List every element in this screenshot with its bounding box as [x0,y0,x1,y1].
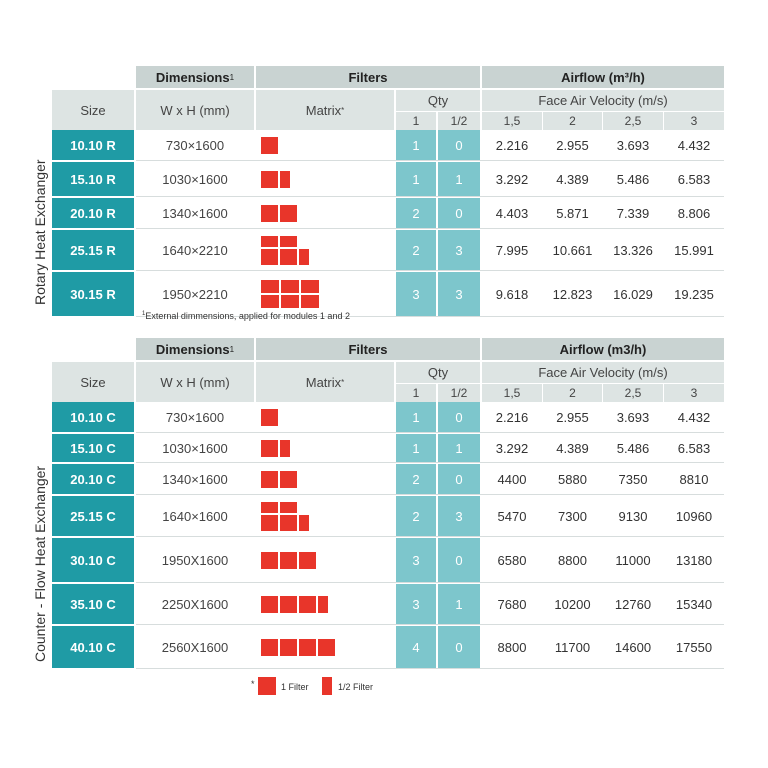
qty-half-cell: 0 [438,198,480,228]
filter-tile [318,639,335,656]
row-divider [136,228,724,229]
airflow-cell: 12.823 [543,272,602,316]
footnote-text: External dimmensions, applied for modules 1 and 2 [145,311,350,321]
airflow-cell: 17550 [664,626,724,668]
filter-tile [280,502,297,513]
airflow-cell: 10.661 [543,230,602,270]
filter-tile [280,236,297,247]
airflow-cell: 8800 [543,538,602,582]
filter-tile [261,137,278,154]
dimensions-header [136,338,254,360]
filter-tile [281,280,299,293]
dimension-cell: 1030×1600 [136,162,254,196]
airflow-cell: 2.955 [543,402,602,432]
velocity-header-1: 2 [543,112,602,130]
qty-1-cell: 3 [396,538,436,582]
dimensions-label: Dimensions [155,69,230,85]
legend-full-label: 1 Filter [281,682,309,692]
filter-tile [280,639,297,656]
dimensions-sup: 1 [229,344,235,354]
velocity-header-3: 3 [664,112,724,130]
dimensions-label: Dimensions [155,341,230,357]
qty-1-cell: 3 [396,584,436,624]
qty-half-cell: 1 [438,434,480,462]
airflow-cell: 4.389 [543,434,602,462]
dimension-cell: 2250X1600 [136,584,254,624]
airflow-cell: 12760 [603,584,663,624]
row-divider [136,624,724,625]
velocity-header-0: 1,5 [482,112,542,130]
qty-half-cell: 0 [438,130,480,160]
qty-half-cell: 3 [438,496,480,536]
qty-1-cell: 1 [396,434,436,462]
filters-header [256,338,480,360]
airflow-cell: 2.955 [543,130,602,160]
size-cell: 20.10 R [52,198,134,228]
dimensions-header [136,66,254,88]
filter-tile [301,295,319,308]
filter-tile [280,471,297,488]
airflow-cell: 16.029 [603,272,663,316]
size-cell: 25.15 R [52,230,134,270]
size-cell: 30.15 R [52,272,134,316]
matrix-sup: * [341,105,345,115]
legend-half-label: 1/2 Filter [338,682,374,692]
filters-label: Filters [348,341,388,357]
airflow-cell: 3.292 [482,434,542,462]
filter-tile [261,639,278,656]
size-cell: 15.10 R [52,162,134,196]
matrix-header [256,90,394,130]
legend-asterisk: * [251,679,255,689]
filter-tile [261,515,278,531]
size-cell: 40.10 C [52,626,134,668]
qty-1-cell: 2 [396,496,436,536]
filter-tile [261,552,278,569]
airflow-label: Airflow (m³/h) [561,69,645,85]
size-cell: 35.10 C [52,584,134,624]
filter-tile [280,205,297,222]
airflow-cell: 7680 [482,584,542,624]
qty-half-cell: 0 [438,402,480,432]
filter-tile [299,552,316,569]
qty-1-cell: 1 [396,162,436,196]
dimension-cell: 1030×1600 [136,434,254,462]
matrix-label: Matrix [305,102,342,118]
dimension-cell: 1950X1600 [136,538,254,582]
wxh-header: W x H (mm) [136,90,254,130]
qty-header: Qty [396,90,480,111]
dimension-cell: 1640×2210 [136,230,254,270]
matrix-sup: * [341,377,345,387]
filter-tile [261,596,278,613]
filter-half-tile [318,596,328,613]
airflow-cell: 10960 [664,496,724,536]
legend-full-swatch [258,677,276,695]
qty-half-cell: 0 [438,464,480,494]
size-cell: 30.10 C [52,538,134,582]
velocity-header-2: 2,5 [603,384,663,402]
dimensions-sup: 1 [229,72,235,82]
size-cell: 15.10 C [52,434,134,462]
velocity-header-1: 2 [543,384,602,402]
dimension-cell: 1340×1600 [136,464,254,494]
qty-1-cell: 4 [396,626,436,668]
dimension-cell: 730×1600 [136,130,254,160]
size-header: Size [52,362,134,402]
filter-half-tile [280,171,290,188]
filter-tile [261,502,278,513]
counter-side-label: Counter - Flow Heat Exchanger [32,465,48,662]
airflow-cell: 11700 [543,626,602,668]
row-divider [136,582,724,583]
filter-tile [261,171,278,188]
qty-half-cell: 3 [438,272,480,316]
footnote-sup: 1 [142,311,146,317]
filter-tile [261,249,278,265]
row-divider [136,270,724,271]
qty-1-cell: 1 [396,402,436,432]
row-divider [136,196,724,197]
qty-1-cell: 1 [396,130,436,160]
airflow-cell: 4400 [482,464,542,494]
airflow-cell: 10200 [543,584,602,624]
airflow-cell: 11000 [603,538,663,582]
filters-label: Filters [348,69,388,85]
airflow-cell: 6.583 [664,434,724,462]
row-divider [136,432,724,433]
airflow-cell: 5470 [482,496,542,536]
airflow-cell: 13.326 [603,230,663,270]
airflow-cell: 9.618 [482,272,542,316]
filter-tile [261,471,278,488]
wxh-header: W x H (mm) [136,362,254,402]
qty-half-cell: 1 [438,584,480,624]
qty-half-cell: 1 [438,162,480,196]
airflow-cell: 5.871 [543,198,602,228]
airflow-cell: 8.806 [664,198,724,228]
rotary-side-label: Rotary Heat Exchanger [32,159,48,305]
airflow-cell: 4.403 [482,198,542,228]
airflow-cell: 6580 [482,538,542,582]
qty-half-header: 1/2 [438,384,480,402]
velocity-header-0: 1,5 [482,384,542,402]
filter-half-tile [280,440,290,457]
filter-tile [299,596,316,613]
airflow-cell: 6.583 [664,162,724,196]
airflow-cell: 5.486 [603,434,663,462]
qty-1-cell: 3 [396,272,436,316]
airflow-cell: 3.292 [482,162,542,196]
face-velocity-header: Face Air Velocity (m/s) [482,90,724,111]
matrix-label: Matrix [305,374,342,390]
row-divider [136,462,724,463]
face-velocity-header: Face Air Velocity (m/s) [482,362,724,383]
airflow-cell: 7300 [543,496,602,536]
filter-half-tile [299,515,309,531]
airflow-cell: 7.995 [482,230,542,270]
row-divider [136,536,724,537]
dimension-cell: 1950×2210 [136,272,254,316]
velocity-header-3: 3 [664,384,724,402]
airflow-cell: 5880 [543,464,602,494]
row-divider [136,160,724,161]
dimension-cell: 1640×1600 [136,496,254,536]
size-cell: 10.10 R [52,130,134,160]
qty-1-cell: 2 [396,230,436,270]
qty-1-cell: 2 [396,464,436,494]
filter-half-tile [299,249,309,265]
matrix-header [256,362,394,402]
airflow-cell: 2.216 [482,402,542,432]
airflow-cell: 14600 [603,626,663,668]
airflow-cell: 7.339 [603,198,663,228]
velocity-header-2: 2,5 [603,112,663,130]
airflow-cell: 4.389 [543,162,602,196]
airflow-cell: 4.432 [664,402,724,432]
airflow-cell: 4.432 [664,130,724,160]
legend-half-swatch [322,677,332,695]
size-cell: 25.15 C [52,496,134,536]
filter-tile [299,639,316,656]
size-header: Size [52,90,134,130]
filter-tile [281,295,299,308]
qty-half-header: 1/2 [438,112,480,130]
filter-tile [280,515,297,531]
row-divider [136,668,724,669]
airflow-cell: 15340 [664,584,724,624]
filter-tile [280,249,297,265]
airflow-header [482,338,724,360]
filter-tile [280,596,297,613]
size-cell: 20.10 C [52,464,134,494]
filter-tile [261,205,278,222]
size-cell: 10.10 C [52,402,134,432]
qty-1-cell: 2 [396,198,436,228]
filter-tile [261,409,278,426]
airflow-cell: 2.216 [482,130,542,160]
airflow-cell: 3.693 [603,130,663,160]
qty-half-cell: 3 [438,230,480,270]
dimension-cell: 730×1600 [136,402,254,432]
filter-tile [261,236,278,247]
airflow-label: Airflow (m3/h) [559,341,647,357]
qty-half-cell: 0 [438,538,480,582]
filter-tile [280,552,297,569]
row-divider [136,494,724,495]
airflow-cell: 3.693 [603,402,663,432]
qty-half-cell: 0 [438,626,480,668]
airflow-cell: 8810 [664,464,724,494]
dimension-cell: 2560X1600 [136,626,254,668]
airflow-cell: 7350 [603,464,663,494]
filter-tile [261,440,278,457]
filter-tile [261,295,279,308]
airflow-cell: 19.235 [664,272,724,316]
airflow-cell: 9130 [603,496,663,536]
airflow-cell: 15.991 [664,230,724,270]
airflow-cell: 5.486 [603,162,663,196]
qty-1-header: 1 [396,112,436,130]
filter-tile [261,280,279,293]
qty-1-header: 1 [396,384,436,402]
qty-header: Qty [396,362,480,383]
filters-header [256,66,480,88]
filter-tile [301,280,319,293]
airflow-header [482,66,724,88]
airflow-cell: 13180 [664,538,724,582]
airflow-cell: 8800 [482,626,542,668]
dimension-cell: 1340×1600 [136,198,254,228]
footnote [142,311,350,321]
